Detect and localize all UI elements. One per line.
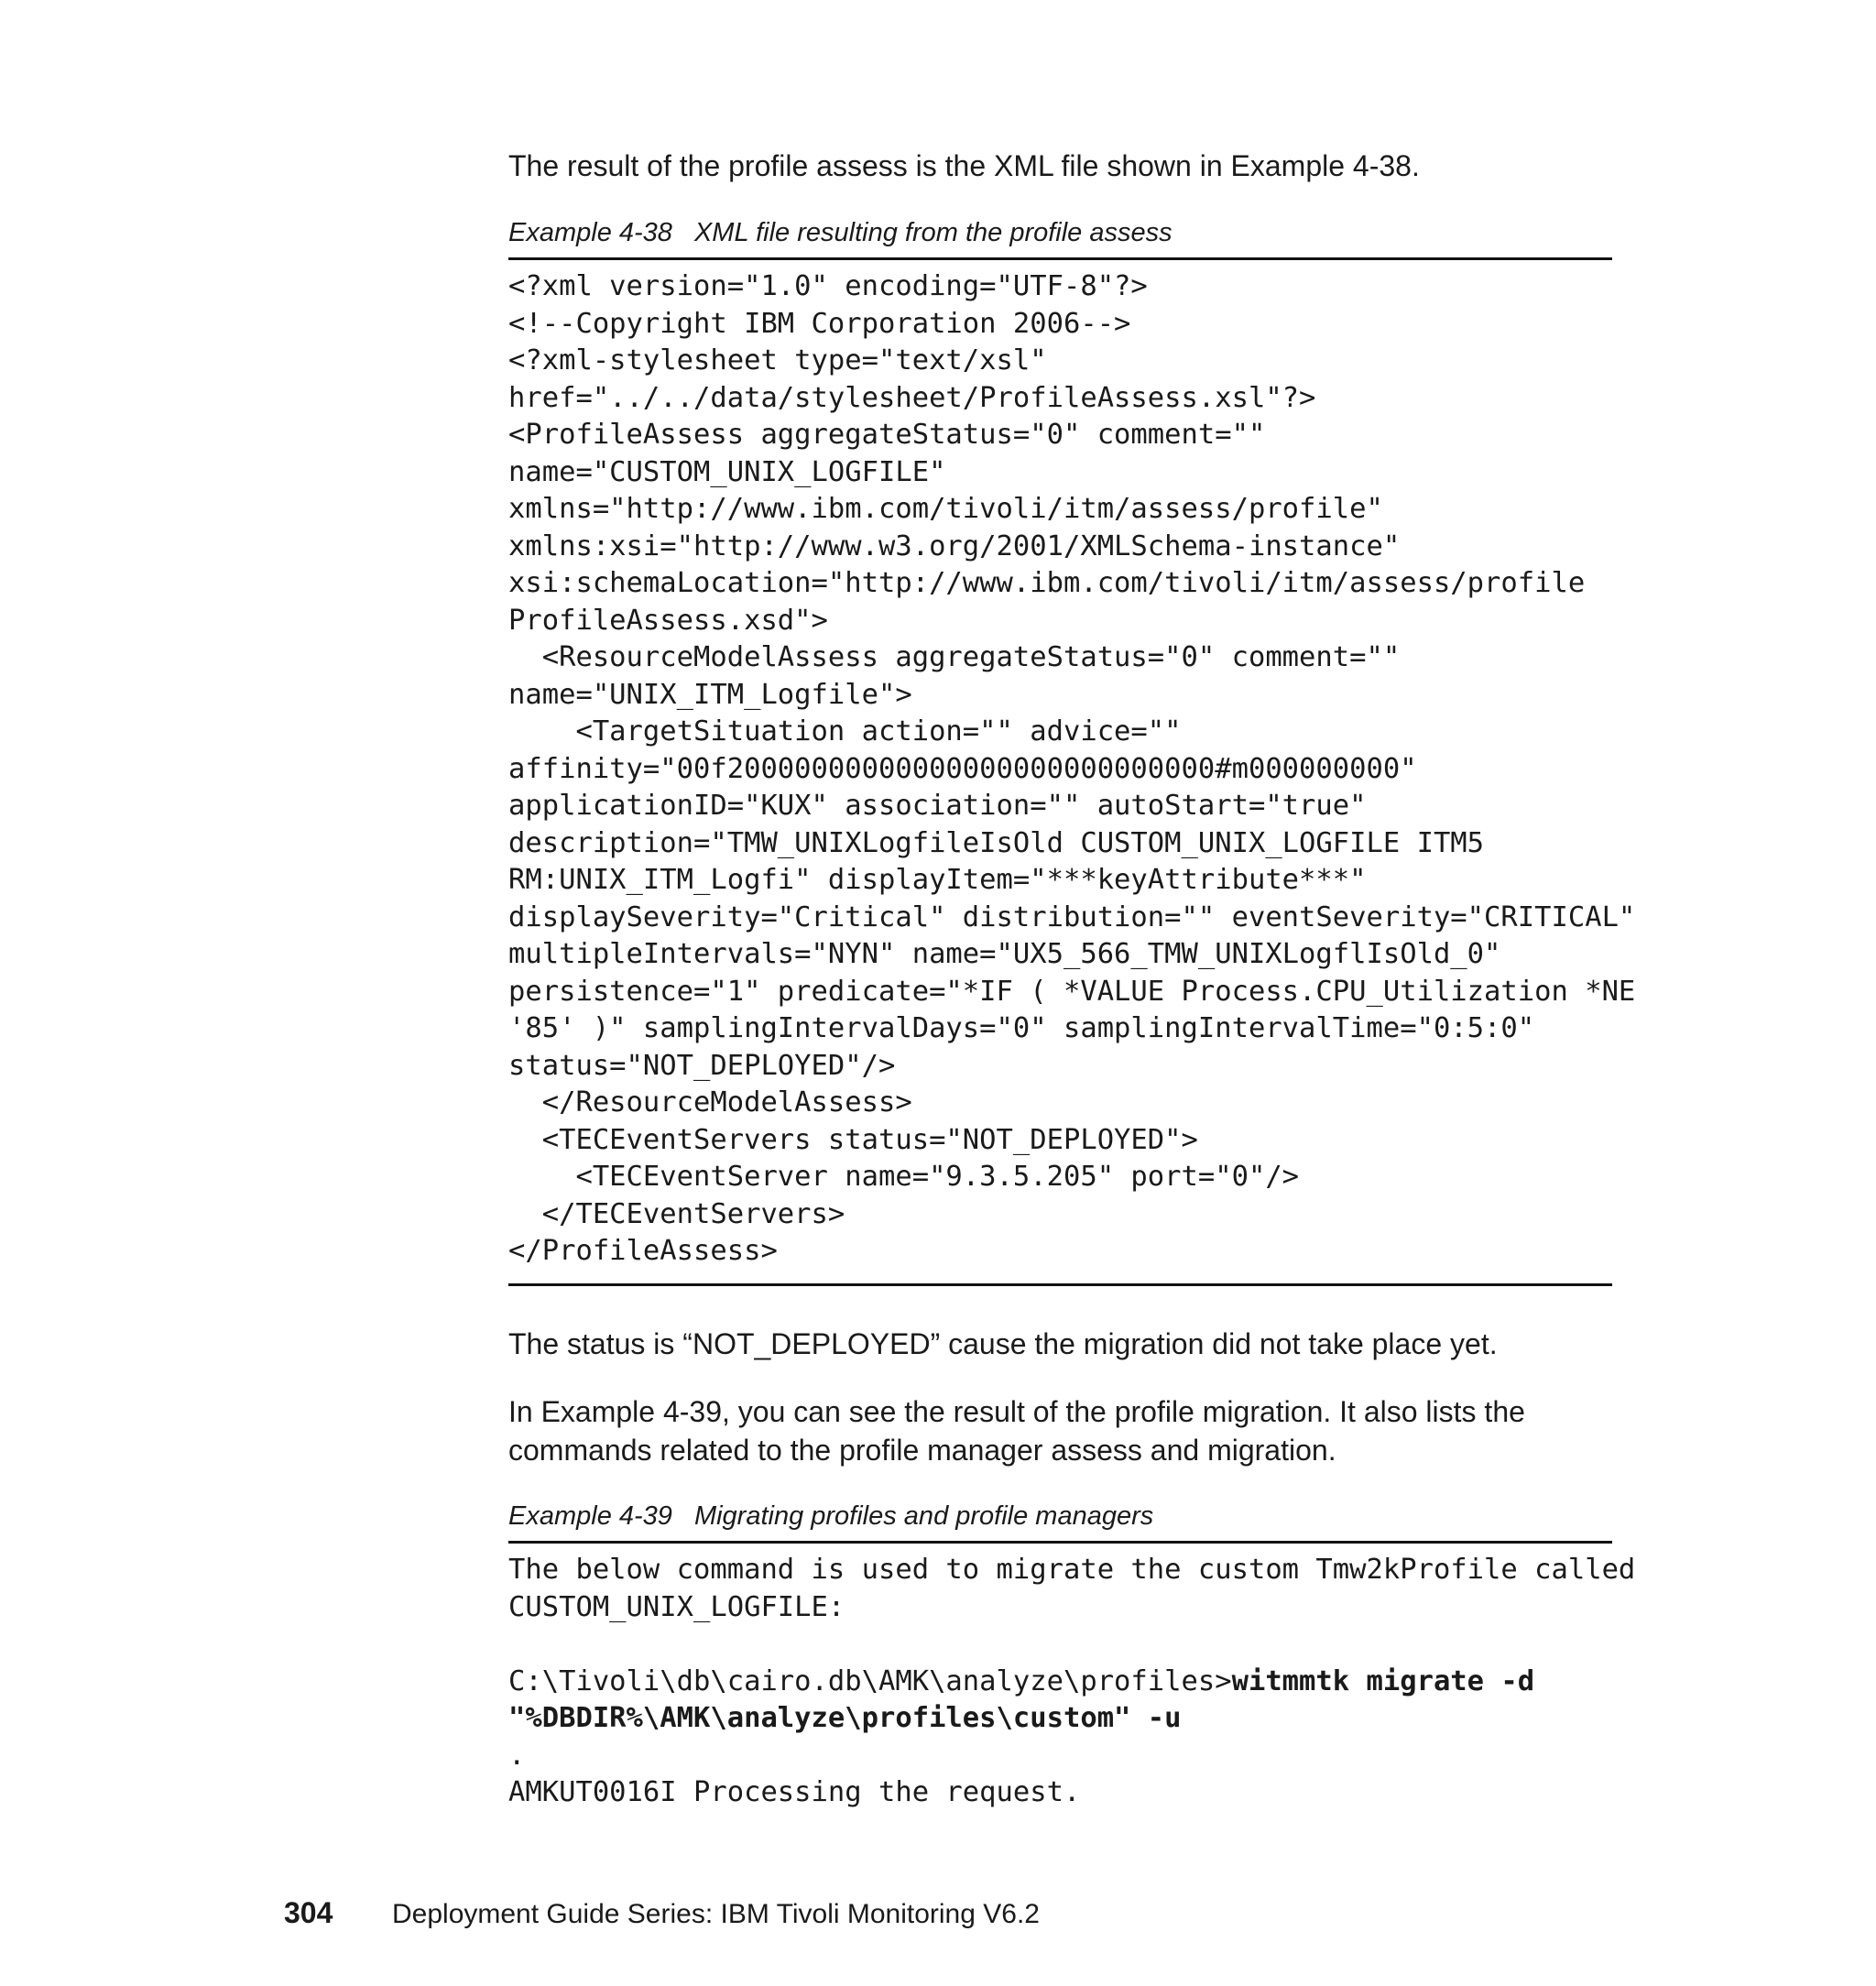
code-line: <TECEventServers status="NOT_DEPLOYED"> bbox=[508, 1123, 1198, 1156]
code-line: </TECEventServers> bbox=[508, 1197, 845, 1230]
example-number: Example 4-38 bbox=[508, 218, 672, 247]
code-line: RM:UNIX_ITM_Logfi" displayItem="***keyAttribute***" bbox=[508, 864, 1367, 896]
code-line: . bbox=[508, 1739, 526, 1772]
code-line: multipleIntervals="NYN" name="UX5_566_TMW_UNIXLogflIsOld_0" bbox=[508, 938, 1501, 970]
code-line bbox=[508, 1626, 1612, 1664]
intro-paragraph: The result of the profile assess is the XML file shown in Example 4-38. bbox=[508, 149, 1420, 182]
code-line: <ResourceModelAssess aggregateStatus="0" comment="" bbox=[508, 641, 1401, 673]
code-line: description="TMW_UNIXLogfileIsOld CUSTOM_UNIX_LOGFILE ITM5 bbox=[508, 826, 1485, 859]
example-title: Migrating profiles and profile managers bbox=[693, 1501, 1154, 1531]
code-line: href="../../data/stylesheet/ProfileAssess.xsl"?> bbox=[508, 381, 1316, 414]
code-line: name="UNIX_ITM_Logfile"> bbox=[508, 678, 912, 711]
page-number: 304 bbox=[284, 1896, 333, 1929]
migration-code-block bbox=[508, 1552, 1636, 1812]
code-line: CUSTOM_UNIX_LOGFILE: bbox=[508, 1590, 845, 1623]
book-title: Deployment Guide Series: IBM Tivoli Monitoring V6.2 bbox=[392, 1899, 1040, 1929]
example-top-rule bbox=[508, 1541, 1612, 1544]
example-top-rule bbox=[508, 257, 1612, 260]
code-line: status="NOT_DEPLOYED"/> bbox=[508, 1049, 896, 1082]
example-bottom-rule bbox=[508, 1283, 1612, 1286]
code-line: <TECEventServer name="9.3.5.205" port="0"/> bbox=[508, 1161, 1300, 1193]
xml-code-block bbox=[508, 268, 1636, 1271]
example-number: Example 4-39 bbox=[508, 1501, 672, 1531]
code-line bbox=[508, 1700, 1612, 1738]
code-line: <?xml version="1.0" encoding="UTF-8"?> bbox=[508, 270, 1148, 302]
code-line: persistence="1" predicate="*IF ( *VALUE Process.CPU_Utilization *NE bbox=[508, 975, 1636, 1008]
command-text: witmmtk migrate -d bbox=[1231, 1664, 1535, 1697]
code-line: xsi:schemaLocation="http://www.ibm.com/tivoli/itm/assess/profile bbox=[508, 567, 1586, 599]
code-line: The below command is used to migrate the custom Tmw2kProfile called bbox=[508, 1554, 1636, 1586]
code-line bbox=[508, 1664, 1612, 1701]
status-paragraph: The status is “NOT_DEPLOYED” cause the migration did not take place yet. bbox=[508, 1327, 1498, 1360]
code-line: <!--Copyright IBM Corporation 2006--> bbox=[508, 307, 1131, 340]
code-line: </ResourceModelAssess> bbox=[508, 1086, 912, 1118]
code-line: ProfileAssess.xsd"> bbox=[508, 604, 828, 637]
code-line: '85' )" samplingIntervalDays="0" samplingIntervalTime="0:5:0" bbox=[508, 1012, 1535, 1044]
code-line: </ProfileAssess> bbox=[508, 1235, 778, 1267]
code-line: displaySeverity="Critical" distribution="" eventSeverity="CRITICAL" bbox=[508, 900, 1636, 933]
code-line: name="CUSTOM_UNIX_LOGFILE" bbox=[508, 455, 946, 488]
code-line: affinity="00f20000000000000000000000000000#m000000000" bbox=[508, 752, 1417, 785]
example-4-38-caption bbox=[508, 216, 1612, 249]
command-text: "%DBDIR%\AMK\analyze\profiles\custom" -u bbox=[508, 1702, 1182, 1734]
code-line: xmlns="http://www.ibm.com/tivoli/itm/assess/profile" bbox=[508, 493, 1383, 525]
example-4-39-caption bbox=[508, 1500, 1612, 1533]
page-footer bbox=[284, 1896, 1040, 1931]
code-line: <ProfileAssess aggregateStatus="0" comment="" bbox=[508, 419, 1266, 451]
code-line: xmlns:xsi="http://www.w3.org/2001/XMLSchema-instance" bbox=[508, 529, 1401, 562]
code-line: <?xml-stylesheet type="text/xsl" bbox=[508, 344, 1047, 376]
example-title: XML file resulting from the profile assess bbox=[693, 218, 1172, 247]
code-line: <TargetSituation action="" advice="" bbox=[508, 715, 1182, 747]
code-line: AMKUT0016I Processing the request. bbox=[508, 1776, 1081, 1808]
command-prompt: C:\Tivoli\db\cairo.db\AMK\analyze\profiles> bbox=[508, 1664, 1232, 1697]
migration-paragraph: In Example 4-39, you can see the result of the profile migration. It also lists the commands related to the profile manager assess and migration. bbox=[508, 1395, 1525, 1467]
code-line: applicationID="KUX" association="" autoStart="true" bbox=[508, 790, 1367, 822]
